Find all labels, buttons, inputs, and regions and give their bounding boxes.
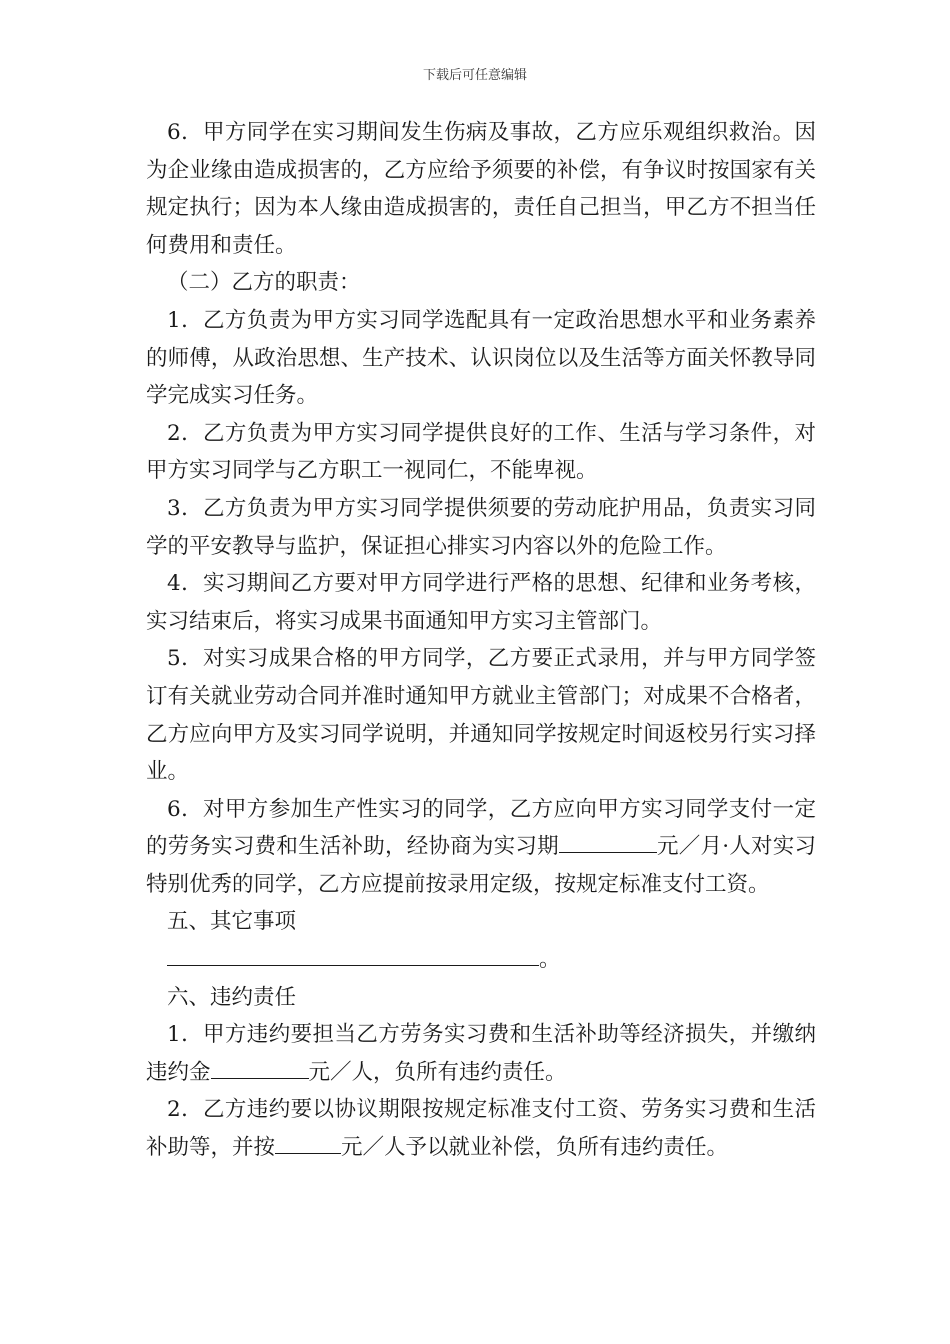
fill-blank-other-matters[interactable]: [167, 941, 539, 966]
clause-b-2: 2．乙方负责为甲方实习同学提供良好的工作、生活与学习条件，对甲方实习同学与乙方职工一视同仁，不能卑视。: [146, 420, 816, 484]
fill-blank-monthly-amount[interactable]: [559, 828, 657, 853]
clause-b-6: [146, 791, 816, 904]
clause-b-4: 4．实习期间乙方要对甲方同学进行严格的思想、纪律和业务考核，实习结束后，将实习成果书面通知甲方实习主管部门。: [146, 571, 816, 634]
fill-blank-compensation-amount[interactable]: [275, 1129, 341, 1154]
section-heading-other-matters: 五、其它事项: [167, 909, 297, 935]
clause-breach-1: [146, 1016, 816, 1091]
clause-breach-2-text-b: 元／人予以就业补偿，负所有违约责任。: [341, 1135, 729, 1161]
clause-b-1: 1．乙方负责为甲方实习同学选配具有一定政治思想水平和业务素养的师傅，从政治思想、生产技术、认识岗位以及生活等方面关怀教导同学完成实习任务。: [146, 307, 816, 409]
page-header-note: 下载后可任意编辑: [422, 68, 527, 83]
other-matters-end: 。: [539, 947, 561, 973]
clause-b-3: 3．乙方负责为甲方实习同学提供须要的劳动庇护用品，负责实习同学的平安教导与监护，保证担心排实习内容以外的危险工作。: [146, 495, 816, 559]
clause-injury-handling: 6．甲方同学在实习期间发生伤病及事故，乙方应乐观组织救治。因为企业缘由造成损害的，乙方应给予须要的补偿，有争议时按国家有关规定执行；因为本人缘由造成损害的，责任自己担当，甲乙方不担当任何费用和责任。: [146, 120, 816, 258]
clause-breach-1-text-b: 元／人，负所有违约责任。: [308, 1059, 567, 1085]
section-heading-party-b-duties: （二）乙方的职责：: [167, 270, 361, 296]
fill-blank-penalty-amount[interactable]: [211, 1054, 309, 1079]
document-body: [146, 114, 816, 1167]
other-matters-line: [146, 941, 816, 979]
clause-breach-2-text-a: 2．乙方违约要以协议期限按规定标准支付工资、劳务实习费和生活补助等，并按: [146, 1097, 816, 1161]
clause-b-6-text-b: 元／月·人对实习特别优秀的同学，乙方应提前按录用定级，按规定标准支付工资。: [146, 834, 816, 897]
section-heading-breach: 六、违约责任: [167, 984, 297, 1010]
clause-b-6-text-a: 6．对甲方参加生产性实习的同学，乙方应向甲方实习同学支付一定的劳务实习费和生活补助，经协商为实习期: [146, 796, 816, 860]
clause-b-5: 5．对实习成果合格的甲方同学，乙方要正式录用，并与甲方同学签订有关就业劳动合同并准时通知甲方就业主管部门；对成果不合格者，乙方应向甲方及实习同学说明，并通知同学按规定时间返校另行实习择业。: [146, 646, 816, 785]
clause-breach-2: [146, 1091, 816, 1166]
clause-breach-1-text-a: 1．甲方违约要担当乙方劳务实习费和生活补助等经济损失，并缴纳违约金: [146, 1022, 816, 1085]
